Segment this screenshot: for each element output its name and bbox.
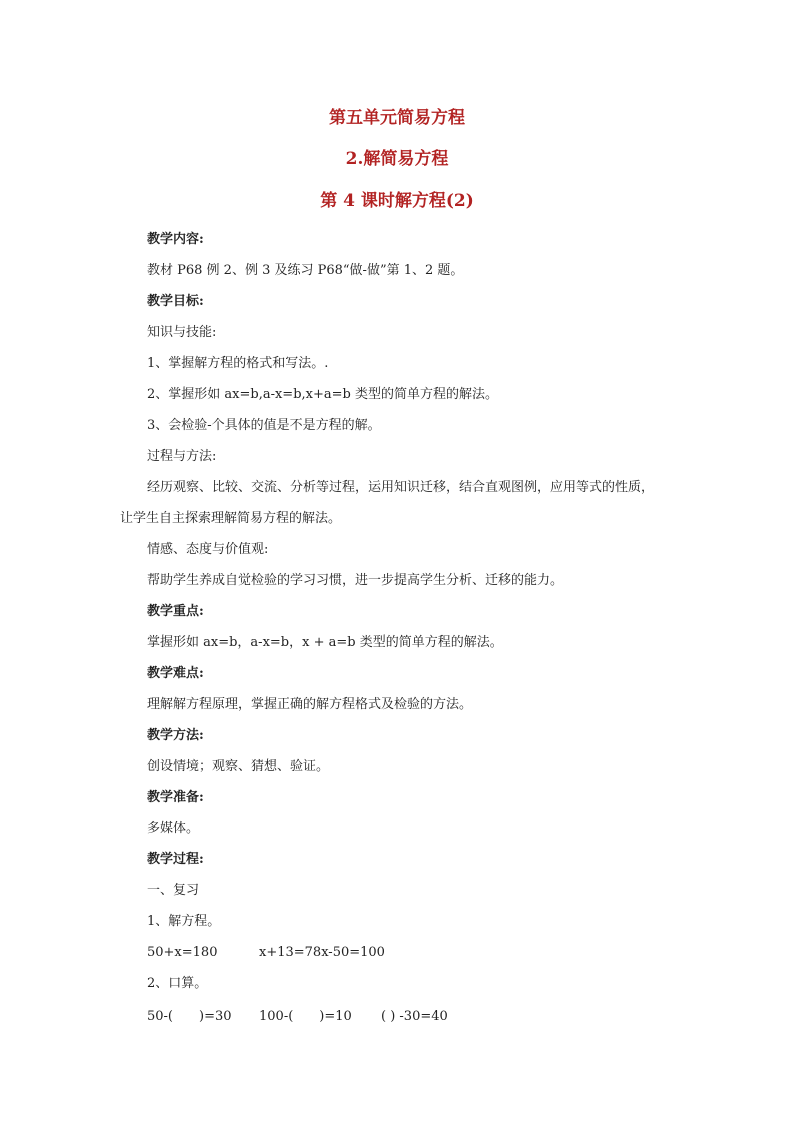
emotion-text: 帮助学生养成自觉检验的学习习惯，进一步提高学生分析、迁移的能力。	[147, 573, 564, 588]
oral-b: 100-( )=10	[259, 1009, 352, 1024]
unit-title: 第五单元简易方程	[329, 108, 465, 128]
heading-key: 教学重点:	[147, 604, 204, 619]
goal-1: 1、掌握解方程的格式和写法。.	[147, 356, 329, 371]
goal-2: 2、掌握形如 ax=b,a-x=b,x+a=b 类型的简单方程的解法。	[147, 387, 498, 402]
review-label: 一、复习	[147, 883, 200, 898]
lesson-title: 第 4 课时解方程(2)	[320, 191, 474, 211]
goal-3: 3、会检验-个具体的值是不是方程的解。	[147, 418, 381, 433]
equation-b: x+13=78x-50=100	[259, 945, 385, 960]
process-line-2: 让学生自主探索理解简易方程的解法。	[120, 511, 342, 526]
oral-row	[147, 1008, 448, 1026]
heading-difficult: 教学难点:	[147, 666, 204, 681]
difficult-text: 理解解方程原理，掌握正确的解方程格式及检验的方法。	[147, 697, 473, 712]
emotion-label: 情感、态度与价值观:	[147, 542, 269, 557]
heading-method: 教学方法:	[147, 728, 204, 743]
process-method-label: 过程与方法:	[147, 449, 217, 464]
key-text: 掌握形如 ax=b，a-x=b，x + a=b 类型的简单方程的解法。	[147, 635, 503, 650]
equations-row	[147, 944, 385, 962]
process-line-1: 经历观察、比较、交流、分析等过程，运用知识迁移，结合直观图例，应用等式的性质，	[147, 480, 655, 495]
heading-prep: 教学准备:	[147, 790, 204, 805]
heading-content: 教学内容:	[147, 232, 204, 247]
heading-procedure: 教学过程:	[147, 852, 204, 867]
knowledge-label: 知识与技能:	[147, 325, 217, 340]
section-title: 2.解简易方程	[345, 149, 449, 169]
prep-text: 多媒体。	[147, 821, 200, 836]
content-text: 教材 P68 例 2、例 3 及练习 P68“做-做”第 1、2 题。	[147, 263, 464, 278]
oral-c: ( ) -30=40	[381, 1009, 448, 1024]
oral-label: 2、口算。	[147, 976, 208, 991]
method-text: 创设情境；观察、猜想、验证。	[147, 759, 330, 774]
solve-label: 1、解方程。	[147, 914, 221, 929]
oral-a: 50-( )=30	[147, 1009, 232, 1024]
heading-goals: 教学目标:	[147, 294, 204, 309]
equation-a: 50+x=180	[147, 945, 218, 960]
